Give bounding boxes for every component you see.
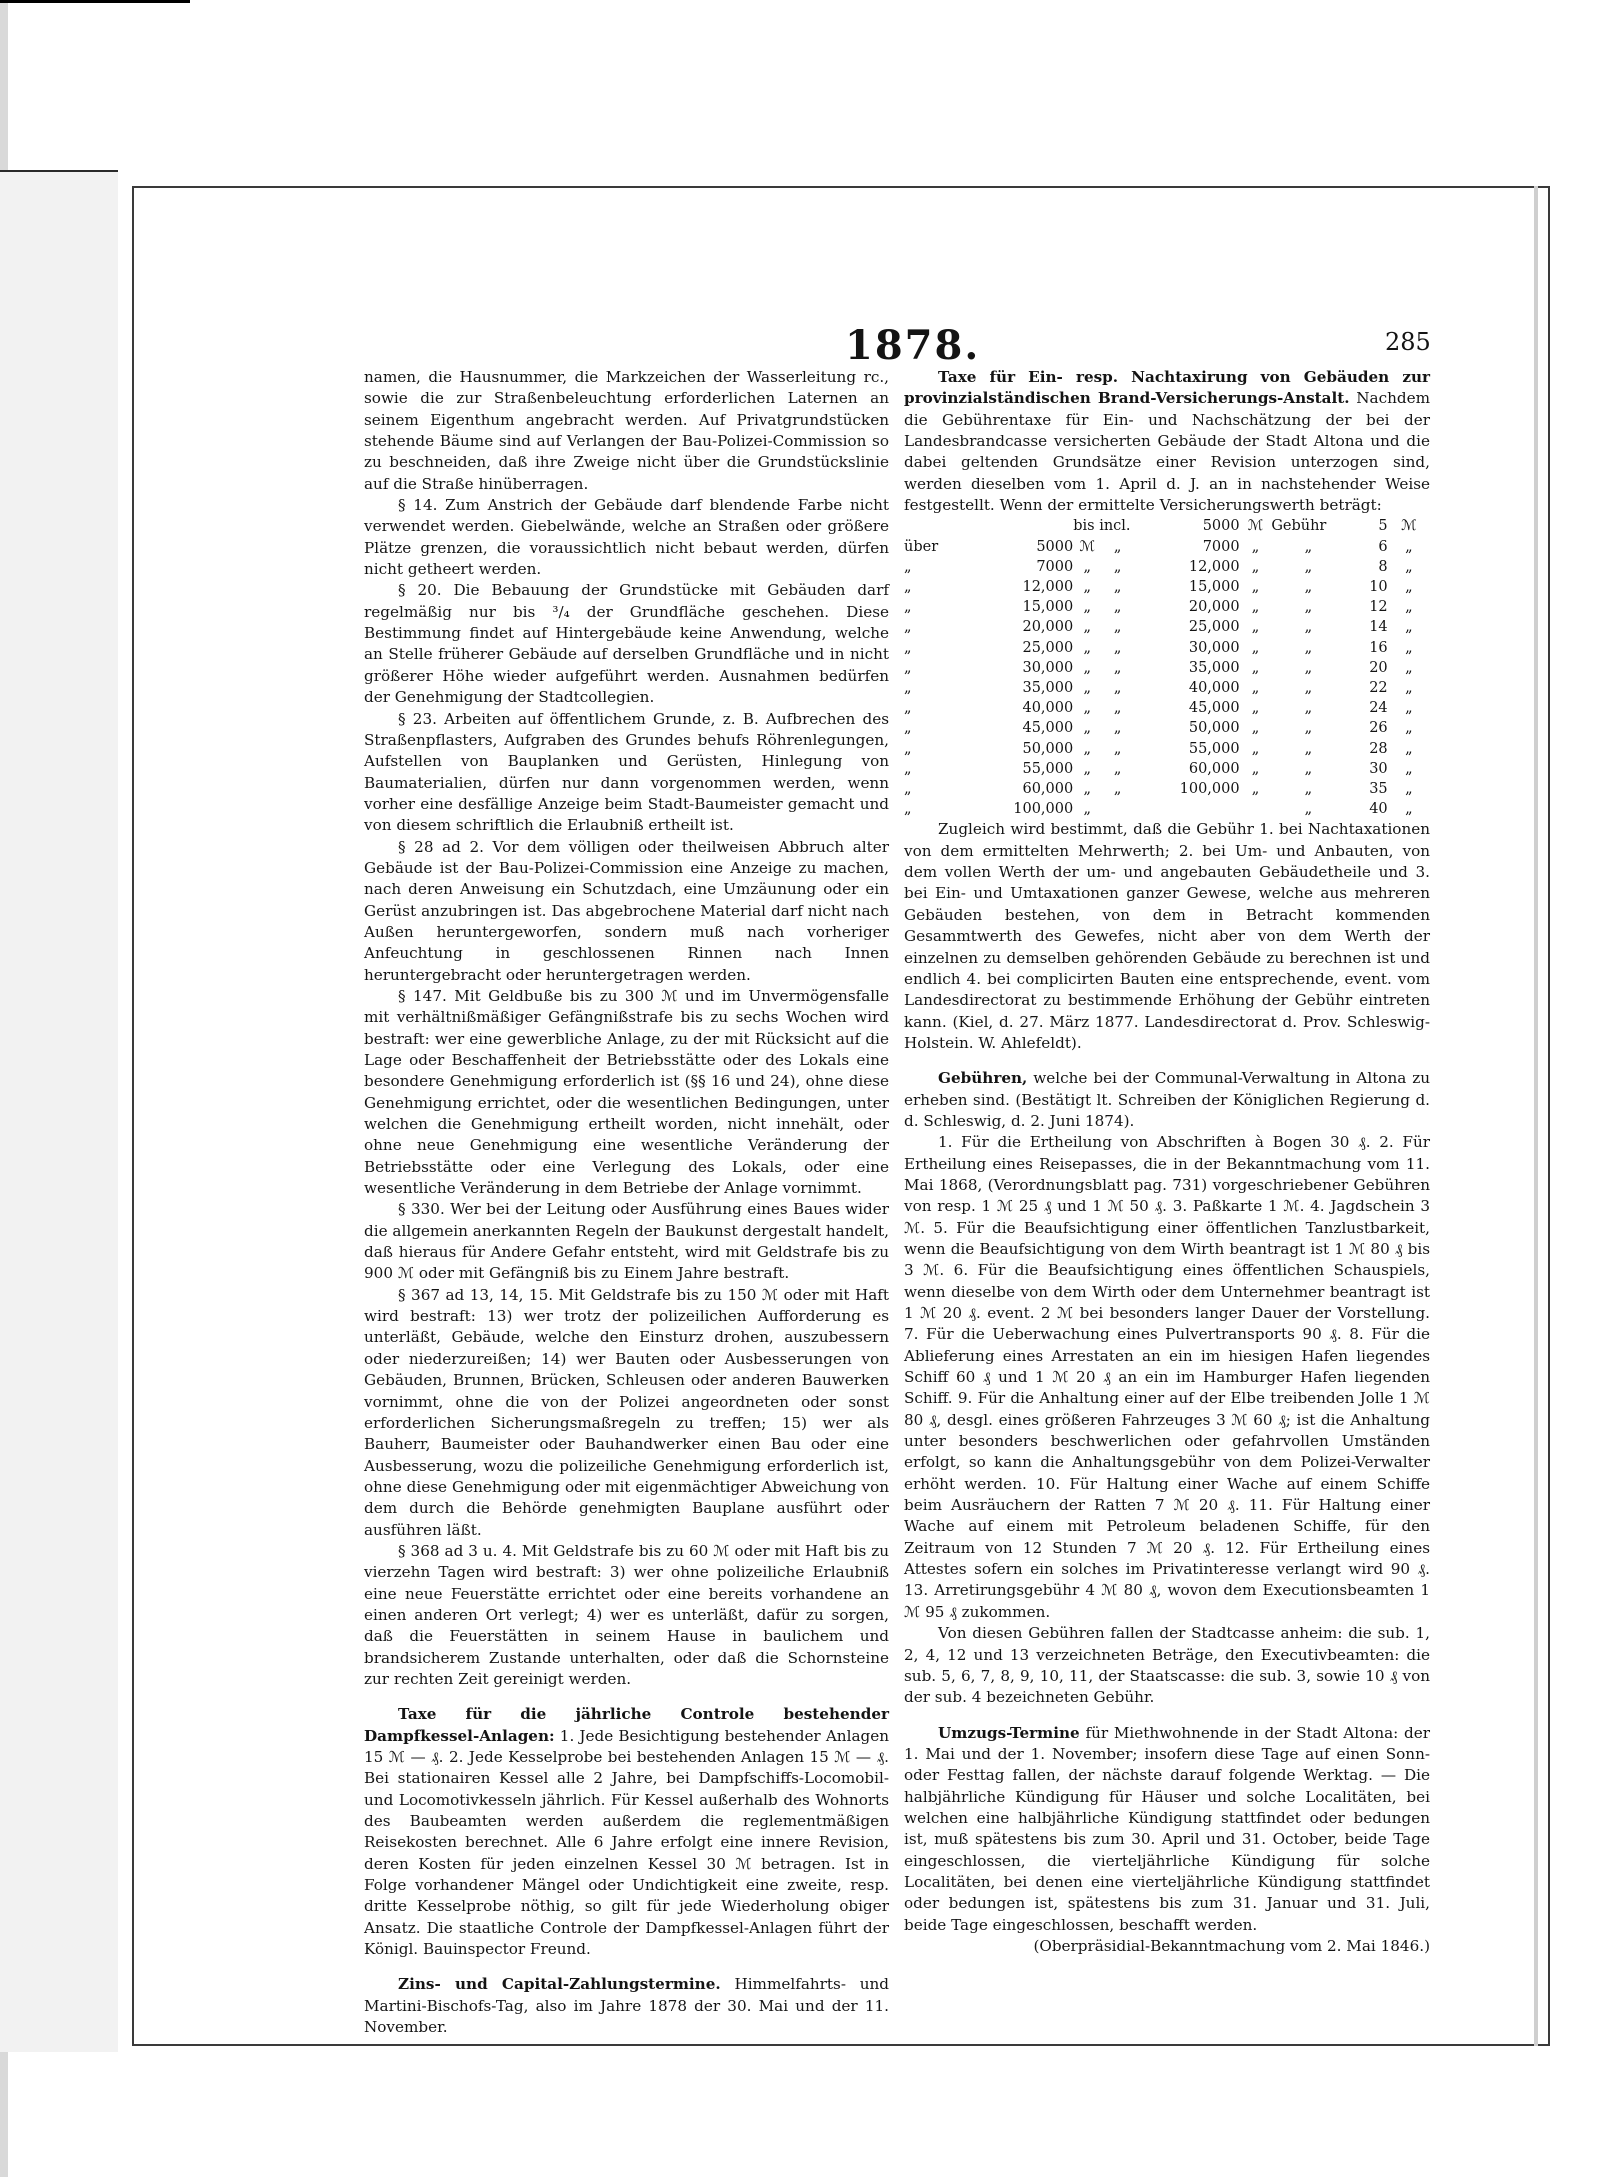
fee-cell-ditto: „ [1405,680,1413,697]
fee-cell-ditto: „ [1405,659,1413,676]
gebuehren-intro: welche bei der Communal-Verwaltung in Altona zu erheben sind. (Bestätigt lt. Schreiben der Königlichen Regierung d. d. Schleswig, d. 2. Juni 1874). [904,1069,1430,1130]
fee-table-limit: 5000 [1202,518,1240,535]
fee-cell-ditto: „ [1251,579,1260,596]
left-paragraph: § 20. Die Bebauung der Grundstücke mit Gebäuden darf regelmäßig nur bis ³/₄ der Grundfläche geschehen. Diese Bestimmung findet auf Hintergebäude keine Anwendung, welche an Stelle früherer Gebäude auf derselben Grundfläche und in nicht größerer Höhe wieder aufgeführt werden. Ausnahmen bedürfen der Genehmigung der Stadtcollegien. [364,581,889,707]
right-column [904,367,1430,1957]
fee-cell-ditto: „ [1113,579,1122,596]
fee-cell-ditto: „ [1304,558,1313,575]
fee-cell-fee: 26 [1369,720,1388,737]
fee-cell-pre: „ [904,599,912,616]
fee-cell-ditto: „ [1405,740,1413,757]
fee-cell-ditto: „ [1304,579,1313,596]
dampfkessel-section [364,1704,889,1960]
fee-cell-ditto: „ [1251,720,1260,737]
fee-cell-pre: „ [904,760,912,777]
fee-table-row [904,698,1430,718]
fee-cell-ditto: „ [1251,740,1260,757]
brandversicherung-rules: Zugleich wird bestimmt, daß die Gebühr 1. bei Nachtaxationen von dem ermittelten Mehrwerth; 2. bei Um- und Anbauten, von dem vollen Werth der um- und angebauten Gebäudetheile und 3. bei Ein- und Umtaxationen ganzer Gewese, welche aus mehreren Gebäuden bestehen, von dem in Betracht kommenden Gesammtwerth des Gewefes, nicht aber von dem Werth der einzelnen zu demselben gehörenden Gebäude zu berechnen ist und endlich 4. bei complicirten Bauten eine entsprechende, event. vom Landesdirectorat zu bestimmende Erhöhung der Gebühr eintreten kann. (Kiel, d. 27. März 1877. Landesdirectorat d. Prov. Schleswig-Holstein. W. Ahlefeldt). [904,820,1430,1052]
fee-cell-ditto: „ [1405,781,1413,798]
fee-table-row [904,638,1430,658]
page-header-year: 1878. [845,322,981,369]
fee-cell-to: 100,000 [1179,781,1240,798]
left-paragraph: § 28 ad 2. Vor dem völligen oder theilweisen Abbruch alter Gebäude ist der Bau-Polizei-Commission eine Anzeige zu machen, nach deren Anweisung ein Schutzdach, eine Umzäunung oder ein Gerüst anzubringen ist. Das abgebrochene Material darf nicht nach Außen heruntergeworfen, sondern muß nach vorheriger Anfeuchtung in geschlossenen Rinnen nach Innen heruntergebracht oder heruntergetragen werden. [364,837,889,984]
fee-cell-ditto [1240,799,1272,819]
dampfkessel-title: Taxe für die jährliche Controle bestehender Dampfkessel-Anlagen: [364,1705,889,1745]
fee-table-row [904,718,1430,738]
fee-cell-pre: „ [904,558,912,575]
fee-cell-pre: „ [904,740,912,757]
fee-cell-from: 20,000 [1022,619,1074,636]
fee-cell-from: 55,000 [1022,760,1074,777]
fee-table-row [904,557,1430,577]
fee-cell-ditto: „ [1304,760,1313,777]
fee-cell-ditto: „ [1405,720,1413,737]
fee-cell-to: 50,000 [1188,720,1240,737]
fee-cell-ditto: „ [1405,639,1413,656]
fee-cell-pre: „ [904,619,912,636]
fee-cell-ditto: „ [1113,599,1122,616]
fee-cell-ditto: „ [1083,659,1092,676]
gebuehren-list: 1. Für die Ertheilung von Abschriften à Bogen 30 ₰. 2. Für Ertheilung eines Reisepasses, die in der Bekanntmachung vom 11. Mai 1868, (Verordnungsblatt pag. 731) vorgeschriebener Gebühren von resp. 1 ℳ 25 ₰ und 1 ℳ 50 ₰. 3. Paßkarte 1 ℳ. 4. Jagdschein 3 ℳ. 5. Für die Beaufsichtigung einer öffentlichen Tanzlustbarkeit, wenn die Beaufsichtigung von dem Wirth beantragt ist 1 ℳ 80 ₰ bis 3 ℳ. 6. Für die Beaufsichtigung eines öffentlichen Schauspiels, wenn dieselbe von dem Wirth oder dem Unternehmer beantragt ist 1 ℳ 20 ₰. event. 2 ℳ bei besonders langer Dauer der Vorstellung. 7. Für die Ueberwachung eines Pulvertransports 90 ₰. 8. Für die Ablieferung eines Arrestaten an ein im hiesigen Hafen liegendes Schiff 60 ₰ und 1 ℳ 20 ₰ an ein im Hamburger Hafen liegenden Schiff. 9. Für die Anhaltung einer auf der Elbe treibenden Jolle 1 ℳ 80 ₰, desgl. eines größeren Fahrzeuges 3 ℳ 60 ₰; ist die Anhaltung unter besonders beschwerlichen oder gefahrvollen Umständen erfolgt, so kann die Anhaltungsgebühr von dem Polizei-Verwalter erhöht werden. 10. Für Haltung einer Wache auf einem Schiffe beim Ausräuchern der Ratten 7 ℳ 20 ₰. 11. Für Haltung einer Wache auf einem mit Petroleum beladenen Schiffe, für den Zeitraum von 12 Stunden 7 ℳ 20 ₰. 12. Für Ertheilung eines Attestes sofern ein solches im Privatinteresse verlangt wird 90 ₰. 13. Arretirungsgebühr 4 ℳ 80 ₰, wovon dem Executionsbeamten 1 ℳ 95 ₰ zukommen. [904,1133,1430,1621]
fee-cell-fee: 35 [1369,781,1388,798]
fee-cell-fee: 12 [1369,599,1388,616]
left-paragraph: § 368 ad 3 u. 4. Mit Geldstrafe bis zu 60 ℳ oder mit Haft bis zu vierzehn Tagen wird bestraft: 3) wer ohne polizeiliche Erlaubniß eine neue Feuerstätte errichtet oder eine bereits vorhandene an einen anderen Ort verlegt; 4) wer es unterläßt, dafür zu sorgen, daß die Feuerstätten in seinem Hause in baulichem und brandsicherem Zustande unterhalten, oder daß die Schornsteine zur rechten Zeit gereinigt werden. [364,1541,889,1688]
fee-cell-ditto: „ [1251,760,1260,777]
fee-cell-ditto: „ [1083,639,1092,656]
fee-cell-from: 45,000 [1022,720,1074,737]
fee-cell-pre: „ [904,639,912,656]
scan-top-rule [0,0,190,3]
left-paragraph: § 367 ad 13, 14, 15. Mit Geldstrafe bis zu 150 ℳ oder mit Haft wird bestraft: 13) wer trotz der polizeilichen Aufforderung es unterläßt, Gebäude, welche den Einsturz drohen, auszubessern oder niederzureißen; 14) wer Bauten oder Ausbesserungen von Gebäuden, Brunnen, Brücken, Schleusen oder anderen Bauwerken vornimmt, ohne die von der Polizei angeordneten oder sonst erforderlichen Sicherungsmaßregeln zu treffen; 15) wer als Bauherr, Baumeister oder Bauhandwerker einen Bau oder eine Ausbesserung, wozu die polizeiliche Genehmigung erforderlich ist, ohne diese Genehmigung oder mit eigenmächtiger Abweichung von dem durch die Behörde genehmigten Bauplane ausführt oder ausführen läßt. [364,1285,889,1539]
fee-cell-ditto: „ [1251,558,1260,575]
fee-cell-ditto: „ [1251,639,1260,656]
fee-table-row [904,779,1430,799]
fee-cell-from: 30,000 [1022,659,1074,676]
fee-cell-fee: 16 [1369,639,1388,656]
scan-background-left-page [0,170,118,2052]
fee-table-row [904,617,1430,637]
fee-cell-ditto: „ [1251,659,1260,676]
fee-cell-fee: 20 [1369,659,1388,676]
fee-cell-pre: über [904,538,939,555]
fee-cell-ditto: „ [1405,599,1413,616]
fee-cell-fee: 14 [1369,619,1388,636]
fee-cell-fee: 22 [1369,680,1388,697]
umzug-section [904,1723,1430,1936]
left-column [364,367,889,2038]
fee-cell-ditto: „ [1083,619,1092,636]
fee-cell-to [1134,799,1240,819]
fee-cell-ditto: „ [1113,740,1122,757]
fee-cell-ditto: „ [1405,801,1413,818]
fee-table-header [904,516,1430,536]
fee-table-row [904,597,1430,617]
fee-cell-ditto: „ [1304,801,1313,818]
fee-cell-pre: „ [904,801,912,818]
fee-cell-fee: 24 [1369,700,1388,717]
fee-cell-ditto: „ [1405,579,1413,596]
fee-cell-ditto [1101,799,1133,819]
fee-cell-pre: „ [904,579,912,596]
left-paragraph: § 147. Mit Geldbuße bis zu 300 ℳ und im Unvermögensfalle mit verhältnißmäßiger Gefängnißstrafe bis zu sechs Wochen wird bestraft: wer eine gewerbliche Anlage, zu der mit Rücksicht auf die Lage oder Beschaffenheit der Betriebsstätte oder des Lokals eine besondere Genehmigung erforderlich ist (§§ 16 und 24), ohne diese Genehmigung errichtet, oder die wesentlichen Bedingungen, unter welchen die Genehmigung ertheilt worden, nicht innehält, oder ohne neue Genehmigung eine wesentliche Veränderung der Betriebsstätte oder eine Verlegung des Lokals, oder eine wesentliche Veränderung in dem Betriebe der Anlage vornimmt. [364,986,889,1198]
fee-cell-ditto: „ [1083,680,1092,697]
umzug-text: für Miethwohnende in der Stadt Altona: der 1. Mai und der 1. November; insofern diese Tage auf einen Sonn- oder Festtag fallen, der nächste darauf folgende Werktag. — Die halbjährliche Kündigung für Häuser und solche Localitäten, bei welchen eine halbjährliche Kündigung stattfindet oder bedungen ist, muß spätestens bis zum 30. April und 31. October, beide Tage eingeschlossen, die vierteljährliche Kündigung für solche Localitäten, bei denen eine vierteljährliche Kündigung stattfindet oder bedungen ist, spätestens bis zum 31. Januar und 31. Juli, beide Tage eingeschlossen, beschafft werden. [904,1723,1431,1934]
fee-cell-to: 7000 [1202,538,1240,555]
fee-cell-to: 20,000 [1188,599,1240,616]
fee-table-label: Gebühr [1271,518,1327,535]
fee-cell-ditto: „ [1405,538,1413,555]
fee-cell-ditto: „ [1113,720,1122,737]
fee-cell-ditto: „ [1304,781,1313,798]
fee-cell-from: 40,000 [1022,700,1074,717]
fee-cell-ditto: „ [1113,700,1122,717]
fee-cell-to: 30,000 [1188,639,1240,656]
fee-cell-from: 7000 [1036,558,1074,575]
fee-cell-fee: 6 [1378,538,1388,555]
fee-cell-from: 50,000 [1022,740,1074,757]
fee-cell-fee: 8 [1378,558,1388,575]
fee-cell-ditto: „ [1251,599,1260,616]
fee-cell-ditto: „ [1113,760,1122,777]
fee-cell-ditto: „ [1083,700,1092,717]
zins-title: Zins- und Capital-Zahlungstermine. [398,1975,721,1994]
fee-cell-ditto: „ [1083,599,1092,616]
brandversicherung-title: Taxe für Ein- resp. Nachtaxirung von Gebäuden zur provinzialständischen Brand-Versicherungs-Anstalt. [904,368,1430,408]
fee-cell-ditto: „ [1113,639,1122,656]
fee-cell-from: 100,000 [1013,801,1074,818]
umzug-title: Umzugs-Termine [938,1723,1080,1742]
fee-cell-fee: 10 [1369,579,1388,596]
fee-cell-ditto: „ [1304,700,1313,717]
fee-cell-ditto: „ [1083,558,1092,575]
fee-cell-ditto: „ [1113,619,1122,636]
fee-cell-ditto: „ [1405,700,1413,717]
fee-cell-ditto: „ [1083,579,1092,596]
fee-cell-pre: „ [904,659,912,676]
left-paragraph: § 14. Zum Anstrich der Gebäude darf blendende Farbe nicht verwendet werden. Giebelwände, welche an Straßen oder größere Plätze grenzen, die voraussichtlich nicht bebaut werden, dürfen nicht getheert werden. [364,496,889,579]
brandversicherung-intro: Nachdem die Gebührentaxe für Ein- und Nachschätzung der bei der Landesbrandcasse versicherten Gebäude der Stadt Altona und die dabei geltenden Grundsätze einer Revision unterzogen sind, werden dieselben vom 1. April d. J. an in nachstehender Weise festgestellt. Wenn der ermittelte Versicherungswerth beträgt: [904,389,1430,515]
fee-table-row [904,537,1430,557]
fee-cell-ditto: „ [1304,680,1313,697]
fee-cell-to: 35,000 [1188,659,1240,676]
fee-cell-ditto: „ [1251,680,1260,697]
dampfkessel-text: 1. Jede Besichtigung bestehender Anlagen 15 ℳ — ₰. 2. Jede Kesselprobe bei bestehenden Anlagen 15 ℳ — ₰. Bei stationairen Kessel alle 2 Jahre, bei Dampfschiffs-Locomobil- und Locomotivkesseln jährlich. Für Kessel außerhalb des Wohnorts des Baubeamten werden außerdem die reglementmäßigen Reisekosten berechnet. Alle 6 Jahre erfolgt eine innere Revision, deren Kosten für jeden einzelnen Kessel 30 ℳ betragen. Ist in Folge vorhandener Mängel oder Undichtigkeit eine zweite, resp. dritte Kesselprobe nöthig, so gilt für jede Wiederholung obiger Ansatz. Die staatliche Controle der Dampfkessel-Anlagen führt der Königl. Bauinspector Freund. [364,1726,889,1959]
fee-cell-ditto: „ [1113,781,1122,798]
fee-table-mark: ℳ [1247,518,1264,535]
left-paragraph: § 330. Wer bei der Leitung oder Ausführung eines Baues wider die allgemein anerkannten Regeln der Baukunst dergestalt handelt, daß hieraus für Andere Gefahr entsteht, wird mit Geldstrafe bis zu 900 ℳ oder mit Gefängniß bis zu Einem Jahre bestraft. [364,1200,889,1283]
fee-cell-ditto: „ [1113,659,1122,676]
fee-cell-pre: „ [904,680,912,697]
gebuehren-section [904,1068,1430,1132]
fee-cell-to: 40,000 [1188,680,1240,697]
page-edge-shadow [1534,186,1538,2046]
fee-cell-ditto: „ [1083,720,1092,737]
fee-cell-ditto: „ [1113,680,1122,697]
fee-cell-ditto: „ [1251,619,1260,636]
umzug-source: (Oberpräsidial-Bekanntmachung vom 2. Mai 1846.) [1033,1936,1430,1955]
fee-cell-to: 25,000 [1188,619,1240,636]
fee-cell-ditto: „ [1405,619,1413,636]
fee-cell-ditto: „ [1304,619,1313,636]
page-number: 285 [1385,328,1431,356]
fee-cell-from: 12,000 [1022,579,1074,596]
fee-cell-ditto: „ [1304,740,1313,757]
fee-table-fee-mark: ℳ [1401,518,1417,535]
fee-cell-ditto: „ [1083,760,1092,777]
fee-cell-to: 15,000 [1188,579,1240,596]
left-paragraph: namen, die Hausnummer, die Markzeichen der Wasserleitung rc., sowie die zur Straßenbeleuchtung erforderlichen Laternen an seinem Eigenthum angebracht werden. Auf Privatgrundstücken stehende Bäume sind auf Verlangen der Bau-Polizei-Commission so zu beschneiden, daß ihre Zweige nicht über die Grundstückslinie auf die Straße hinüberragen. [364,368,889,493]
fee-cell-pre: „ [904,781,912,798]
fee-cell-fee: 30 [1369,760,1388,777]
zins-text: Himmelfahrts- und Martini-Bischofs-Tag, also im Jahre 1878 der 30. Mai und der 11. November. [364,1975,890,2037]
fee-cell-from: 15,000 [1022,599,1074,616]
fee-cell-ditto: „ [1251,700,1260,717]
fee-cell-ditto: ℳ [1079,538,1096,555]
zins-section [364,1974,889,2038]
fee-cell-to: 45,000 [1188,700,1240,717]
left-paragraph: § 23. Arbeiten auf öffentlichem Grunde, z. B. Aufbrechen des Straßenpflasters, Aufgraben des Grundes behufs Röhrenlegungen, Aufstellen von Bauplanken und Gerüsten, Hinlegung von Baumaterialien, dürfen nur dann vorgenommen werden, wenn vorher eine desfällige Anzeige beim Stadt-Baumeister gemacht und von diesem schriftlich die Erlaubniß ertheilt ist. [364,709,889,835]
brandversicherung-section [904,367,1430,516]
fee-table-row [904,739,1430,759]
fee-cell-ditto: „ [1113,558,1122,575]
fee-cell-ditto: „ [1304,538,1313,555]
fee-cell-to: 12,000 [1188,558,1240,575]
fee-table-row [904,678,1430,698]
fee-cell-fee: 40 [1369,801,1388,818]
fee-cell-from: 60,000 [1022,781,1074,798]
fee-cell-ditto: „ [1251,781,1260,798]
fee-cell-from: 25,000 [1022,639,1074,656]
fee-cell-pre: „ [904,700,912,717]
fee-table-bis: bis incl. [1073,518,1131,535]
fee-cell-ditto: „ [1113,538,1122,555]
fee-table-row [904,577,1430,597]
fee-cell-ditto: „ [1304,599,1313,616]
fee-table [904,516,1430,819]
fee-cell-ditto: „ [1083,740,1092,757]
fee-cell-fee: 28 [1369,740,1388,757]
fee-cell-to: 60,000 [1188,760,1240,777]
fee-cell-ditto: „ [1083,781,1092,798]
fee-table-fee: 5 [1378,518,1388,535]
gebuehren-distribution: Von diesen Gebühren fallen der Stadtcasse anheim: die sub. 1, 2, 4, 12 und 13 verzeichneten Beträge, den Executivbeamten: die sub. 5, 6, 7, 8, 9, 10, 11, der Staatscasse: die sub. 3, sowie 10 ₰ von der sub. 4 bezeichneten Gebühr. [904,1624,1430,1707]
fee-cell-ditto: „ [1304,659,1313,676]
fee-cell-pre: „ [904,720,912,737]
fee-table-row [904,799,1430,819]
fee-cell-from: 5000 [1036,538,1074,555]
fee-cell-to: 55,000 [1188,740,1240,757]
fee-cell-from: 35,000 [1022,680,1074,697]
fee-cell-ditto: „ [1405,760,1413,777]
fee-cell-ditto: „ [1251,538,1260,555]
fee-table-row [904,658,1430,678]
gebuehren-title: Gebühren, [938,1069,1028,1088]
fee-cell-ditto: „ [1405,558,1413,575]
fee-cell-ditto: „ [1083,801,1092,818]
fee-cell-ditto: „ [1304,720,1313,737]
fee-cell-ditto: „ [1304,639,1313,656]
fee-table-row [904,759,1430,779]
